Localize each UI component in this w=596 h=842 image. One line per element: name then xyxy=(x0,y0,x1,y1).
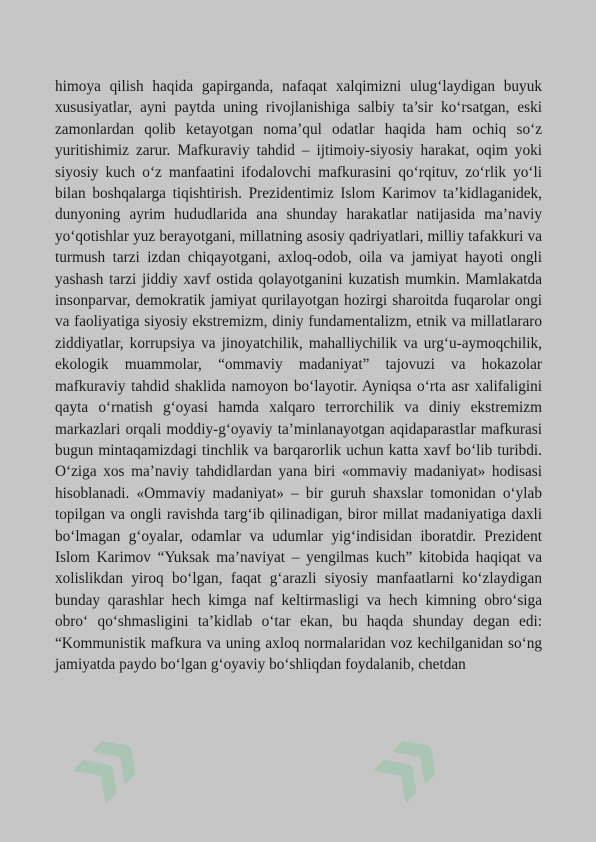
body-paragraph: himoya qilish haqida gapirganda, nafaqat xalqimizni ulug‘laydigan buyuk xususiyatlar, ayni paytda uning rivojlanishiga salbiy ta’sir ko‘rsatgan, eski zamonlardan qolib ketayotgan noma’qul odatlar haqida ham ochiq so‘z yuritishimiz zarur. Mafkuraviy tahdid – ijtimoiy-siyosiy harakat, oqim yoki siyosiy kuch o‘z manfaatini ifodalovchi mafkurasini qo‘rqituv, zo‘rlik yo‘li bilan boshqalarga tiqishtirish. Prezidentimiz Islom Karimov ta’kidlaganidek, dunyoning ayrim hududlarida ana shunday harakatlar natijasida ma’naviy yo‘qotishlar yuz berayotgani, millatning asosiy qadriyatlari, milliy tafakkuri va turmush tarzi izdan chiqayotgani, axloq-odob, oila va jamiyat hayoti ongli yashash tarzi jiddiy xavf ostida qolayotganini kuzatish mumkin. Mamlakatda insonparvar, demokratik jamiyat qurilayotgan hozirgi sharoitda fuqarolar ongi va faoliyatiga siyosiy ekstremizm, diniy fundamentalizm, etnik va millatlararo ziddiyatlar, korrupsiya va jinoyatchilik, mahalliychilik va urg‘u-aymoqchilik, ekologik muammolar, “ommaviy madaniyat” tajovuzi va hokazolar mafkuraviy tahdid shaklida namoyon bo‘layotir. Ayniqsa o‘rta asr xalifaligini qayta o‘rnatish g‘oyasi hamda xalqaro terrorchilik va diniy ekstremizm markazlari orqali moddiy-g‘oyaviy ta’minlanayotgan aqidaparastlar mafkurasi bugun mintaqamizdagi tinchlik va barqarorlik uchun katta xavf bo‘lib turibdi. O‘ziga xos ma’naviy tahdidlardan yana biri «ommaviy madaniyat» hodisasi hisoblanadi. «Ommaviy madaniyat» – bir guruh shaxslar tomonidan o‘ylab topilgan va ongli ravishda targ‘ib qilinadigan, biror millat madaniyatiga daxli bo‘lmagan g‘oyalar, odamlar va udumlar yig‘indisidan iboratdir. Prezident Islom Karimov “Yuksak ma’naviyat – yengilmas kuch” kitobida haqiqat va xolislikdan yiroq bo‘lgan, faqat g‘arazli siyosiy manfaatlarni ko‘zlaydigan bunday qarashlar hech kimga naf keltirmasligi va hech kimning obro‘siga obro‘ qo‘shmasligini ta’kidlab o‘tar ekan, bu haqda shunday degan edi: “Kommunistik mafkura va uning axloq normalaridan voz kechilganidan so‘ng jamiyatda paydo bo‘lgan g‘oyaviy bo‘shliqdan foydalanib, chetdan xyxy=(55,78,542,673)
watermark-left-icon: » xyxy=(32,689,175,831)
watermark-right-icon: » xyxy=(332,689,475,831)
